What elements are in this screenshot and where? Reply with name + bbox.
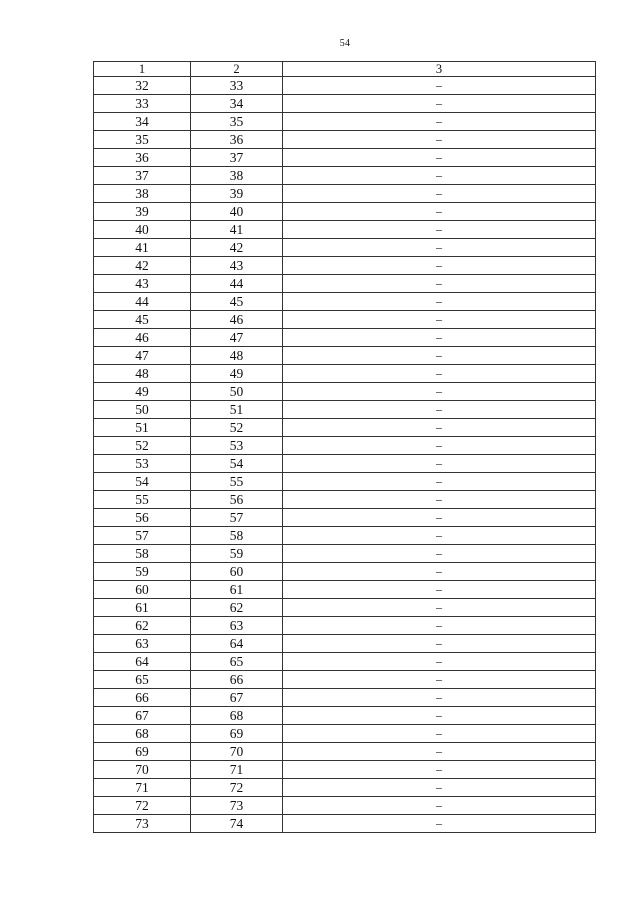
table-cell-col-2: 55 <box>191 473 283 491</box>
table-cell-col-2: 35 <box>191 113 283 131</box>
table-cell-col-2: 58 <box>191 527 283 545</box>
table-cell-col-1: 49 <box>94 383 191 401</box>
table-cell-col-1: 34 <box>94 113 191 131</box>
table-cell-col-3: – <box>283 797 596 815</box>
table-cell-col-1: 48 <box>94 365 191 383</box>
column-header-1: 1 <box>94 62 191 77</box>
table-cell-col-3: – <box>283 761 596 779</box>
table-cell-col-1: 51 <box>94 419 191 437</box>
table-cell-col-1: 50 <box>94 401 191 419</box>
table-cell-col-3: – <box>283 203 596 221</box>
table-cell-col-3: – <box>283 617 596 635</box>
table-cell-col-1: 65 <box>94 671 191 689</box>
table-row <box>94 671 596 689</box>
table-cell-col-2: 57 <box>191 509 283 527</box>
table-cell-col-2: 40 <box>191 203 283 221</box>
table-row <box>94 707 596 725</box>
table-cell-col-2: 44 <box>191 275 283 293</box>
table-row <box>94 815 596 833</box>
table-row <box>94 527 596 545</box>
table-cell-col-1: 63 <box>94 635 191 653</box>
table-cell-col-1: 68 <box>94 725 191 743</box>
table-cell-col-2: 51 <box>191 401 283 419</box>
table-cell-col-3: – <box>283 563 596 581</box>
table-row <box>94 95 596 113</box>
table-cell-col-2: 39 <box>191 185 283 203</box>
table-row <box>94 275 596 293</box>
table-cell-col-2: 37 <box>191 149 283 167</box>
table-cell-col-3: – <box>283 113 596 131</box>
table-row <box>94 653 596 671</box>
table-cell-col-1: 72 <box>94 797 191 815</box>
table-row <box>94 761 596 779</box>
table-row <box>94 131 596 149</box>
table-cell-col-2: 64 <box>191 635 283 653</box>
table-cell-col-2: 65 <box>191 653 283 671</box>
table-cell-col-2: 73 <box>191 797 283 815</box>
table-row <box>94 419 596 437</box>
table-row <box>94 491 596 509</box>
table-cell-col-2: 48 <box>191 347 283 365</box>
table-cell-col-1: 64 <box>94 653 191 671</box>
table-cell-col-3: – <box>283 707 596 725</box>
table-cell-col-1: 58 <box>94 545 191 563</box>
table-row <box>94 797 596 815</box>
table-cell-col-3: – <box>283 149 596 167</box>
table-cell-col-1: 53 <box>94 455 191 473</box>
table-cell-col-1: 40 <box>94 221 191 239</box>
table-header <box>94 62 596 77</box>
table-cell-col-1: 57 <box>94 527 191 545</box>
table-row <box>94 563 596 581</box>
column-header-3: 3 <box>283 62 596 77</box>
table-row <box>94 473 596 491</box>
table-cell-col-1: 36 <box>94 149 191 167</box>
table-cell-col-2: 41 <box>191 221 283 239</box>
table-cell-col-3: – <box>283 671 596 689</box>
table-cell-col-2: 53 <box>191 437 283 455</box>
table-cell-col-3: – <box>283 185 596 203</box>
table-cell-col-1: 52 <box>94 437 191 455</box>
table-cell-col-2: 68 <box>191 707 283 725</box>
table-cell-col-1: 38 <box>94 185 191 203</box>
table-cell-col-3: – <box>283 275 596 293</box>
table-cell-col-2: 63 <box>191 617 283 635</box>
table-row <box>94 437 596 455</box>
table-cell-col-3: – <box>283 689 596 707</box>
table-row <box>94 221 596 239</box>
table-cell-col-3: – <box>283 311 596 329</box>
table-cell-col-1: 33 <box>94 95 191 113</box>
table-cell-col-2: 72 <box>191 779 283 797</box>
table-cell-col-1: 66 <box>94 689 191 707</box>
data-table <box>93 61 596 833</box>
table-row <box>94 635 596 653</box>
table-cell-col-3: – <box>283 239 596 257</box>
table-cell-col-1: 59 <box>94 563 191 581</box>
table-row <box>94 365 596 383</box>
table-cell-col-1: 42 <box>94 257 191 275</box>
table-cell-col-3: – <box>283 293 596 311</box>
table-row <box>94 113 596 131</box>
table-cell-col-2: 71 <box>191 761 283 779</box>
table-cell-col-1: 44 <box>94 293 191 311</box>
table-cell-col-3: – <box>283 455 596 473</box>
table-cell-col-2: 61 <box>191 581 283 599</box>
table-cell-col-3: – <box>283 653 596 671</box>
table-row <box>94 581 596 599</box>
table-row <box>94 779 596 797</box>
table-cell-col-1: 43 <box>94 275 191 293</box>
table-cell-col-1: 73 <box>94 815 191 833</box>
table-cell-col-2: 67 <box>191 689 283 707</box>
table-cell-col-3: – <box>283 779 596 797</box>
table-cell-col-3: – <box>283 77 596 95</box>
table-cell-col-2: 66 <box>191 671 283 689</box>
table-cell-col-1: 55 <box>94 491 191 509</box>
table-cell-col-2: 70 <box>191 743 283 761</box>
table-row <box>94 167 596 185</box>
table-cell-col-2: 45 <box>191 293 283 311</box>
table-cell-col-3: – <box>283 257 596 275</box>
table-cell-col-3: – <box>283 635 596 653</box>
table-cell-col-2: 59 <box>191 545 283 563</box>
table-row <box>94 203 596 221</box>
table-cell-col-2: 38 <box>191 167 283 185</box>
table-row <box>94 239 596 257</box>
table-cell-col-1: 71 <box>94 779 191 797</box>
table-row <box>94 185 596 203</box>
page-number: 54 <box>339 38 351 49</box>
table-cell-col-2: 60 <box>191 563 283 581</box>
table-cell-col-3: – <box>283 329 596 347</box>
table-row <box>94 293 596 311</box>
table-row <box>94 743 596 761</box>
table-cell-col-1: 46 <box>94 329 191 347</box>
table-body <box>94 77 596 833</box>
table-row <box>94 545 596 563</box>
table-cell-col-2: 43 <box>191 257 283 275</box>
table-cell-col-3: – <box>283 401 596 419</box>
table-cell-col-2: 49 <box>191 365 283 383</box>
table-cell-col-2: 56 <box>191 491 283 509</box>
table-row <box>94 401 596 419</box>
table-cell-col-2: 54 <box>191 455 283 473</box>
table-cell-col-1: 37 <box>94 167 191 185</box>
table-cell-col-3: – <box>283 545 596 563</box>
table-row <box>94 509 596 527</box>
table-row <box>94 329 596 347</box>
table-cell-col-3: – <box>283 527 596 545</box>
table-cell-col-1: 70 <box>94 761 191 779</box>
table-cell-col-3: – <box>283 383 596 401</box>
table-row <box>94 347 596 365</box>
table-row <box>94 689 596 707</box>
table-row <box>94 599 596 617</box>
table-cell-col-1: 61 <box>94 599 191 617</box>
table-cell-col-1: 45 <box>94 311 191 329</box>
table-cell-col-1: 39 <box>94 203 191 221</box>
table-cell-col-3: – <box>283 473 596 491</box>
table-row <box>94 257 596 275</box>
column-header-2: 2 <box>191 62 283 77</box>
table-cell-col-3: – <box>283 509 596 527</box>
table-cell-col-2: 42 <box>191 239 283 257</box>
table-row <box>94 149 596 167</box>
header-row <box>94 62 596 77</box>
table-cell-col-3: – <box>283 491 596 509</box>
table-cell-col-1: 67 <box>94 707 191 725</box>
table-cell-col-3: – <box>283 347 596 365</box>
table-cell-col-1: 32 <box>94 77 191 95</box>
table-cell-col-1: 54 <box>94 473 191 491</box>
table-row <box>94 77 596 95</box>
table-cell-col-2: 50 <box>191 383 283 401</box>
table-cell-col-2: 33 <box>191 77 283 95</box>
table-cell-col-3: – <box>283 131 596 149</box>
table-cell-col-2: 34 <box>191 95 283 113</box>
table-cell-col-1: 60 <box>94 581 191 599</box>
table-cell-col-2: 46 <box>191 311 283 329</box>
table-cell-col-3: – <box>283 437 596 455</box>
table-cell-col-1: 41 <box>94 239 191 257</box>
table-cell-col-3: – <box>283 167 596 185</box>
table-cell-col-1: 62 <box>94 617 191 635</box>
table-cell-col-2: 52 <box>191 419 283 437</box>
table-cell-col-3: – <box>283 95 596 113</box>
table-cell-col-1: 56 <box>94 509 191 527</box>
table-cell-col-2: 47 <box>191 329 283 347</box>
table-cell-col-3: – <box>283 221 596 239</box>
table-cell-col-3: – <box>283 743 596 761</box>
table-row <box>94 725 596 743</box>
table-cell-col-1: 47 <box>94 347 191 365</box>
table-row <box>94 311 596 329</box>
table-cell-col-3: – <box>283 365 596 383</box>
table-cell-col-2: 74 <box>191 815 283 833</box>
table-row <box>94 455 596 473</box>
table-row <box>94 383 596 401</box>
table-cell-col-2: 69 <box>191 725 283 743</box>
table-cell-col-2: 62 <box>191 599 283 617</box>
table-cell-col-3: – <box>283 725 596 743</box>
table-cell-col-3: – <box>283 581 596 599</box>
table-cell-col-1: 35 <box>94 131 191 149</box>
table-cell-col-3: – <box>283 419 596 437</box>
table-cell-col-3: – <box>283 599 596 617</box>
table-row <box>94 617 596 635</box>
table-cell-col-3: – <box>283 815 596 833</box>
table-cell-col-1: 69 <box>94 743 191 761</box>
table-cell-col-2: 36 <box>191 131 283 149</box>
